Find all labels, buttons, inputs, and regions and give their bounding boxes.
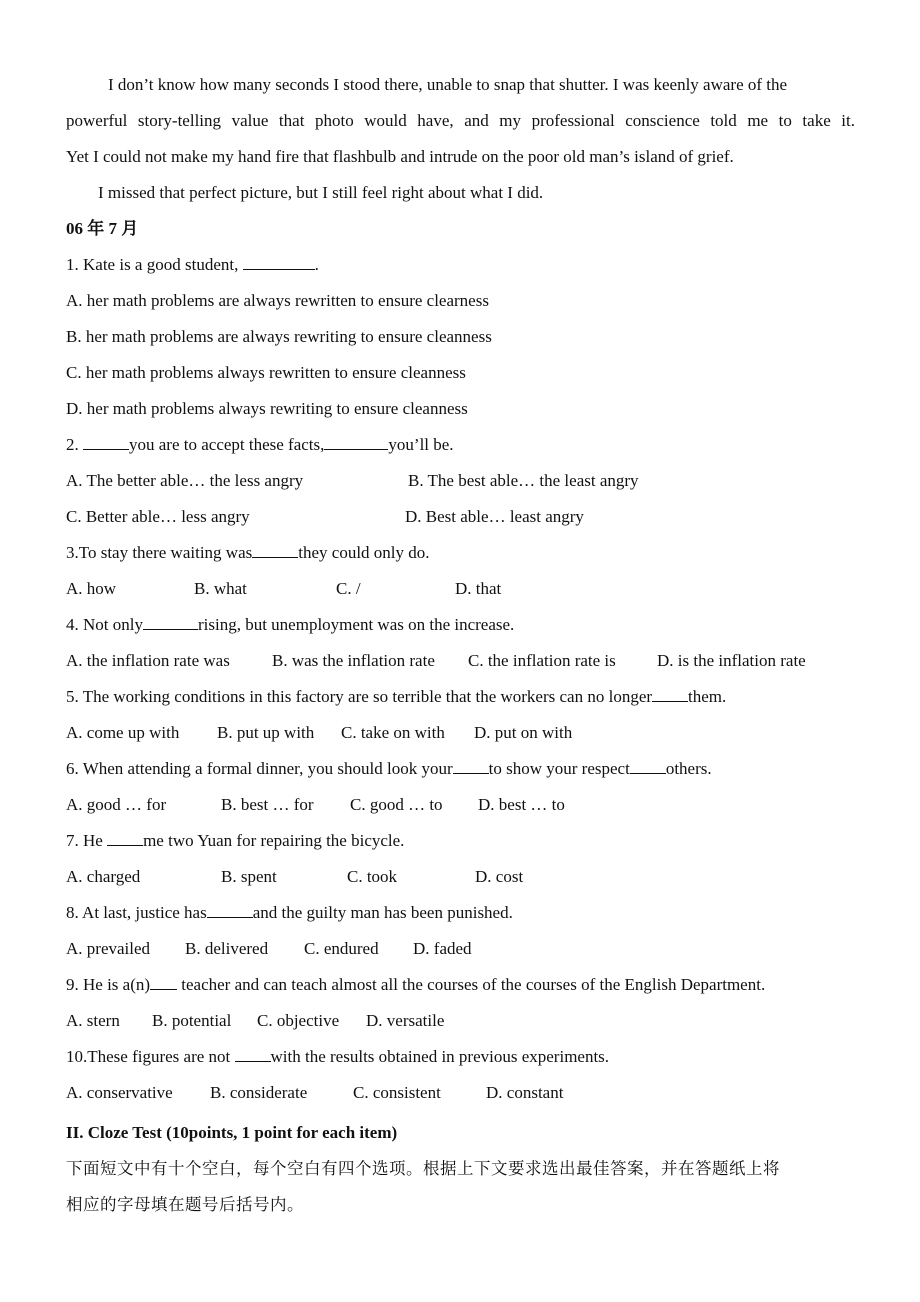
question-1-option-b: B. her math problems are always rewriting to ensure cleanness xyxy=(66,327,492,346)
question-stem-text: teacher and can teach almost all the courses of the courses of the English Department. xyxy=(177,975,766,994)
question-stem-text: you’ll be. xyxy=(388,435,454,454)
question-5-option-c: C. take on with xyxy=(341,723,445,742)
question-5-option-d: D. put on with xyxy=(474,723,573,742)
answer-blank xyxy=(630,758,666,774)
question-stem-text: 4. Not only xyxy=(66,615,143,634)
question-5-option-b: B. put up with xyxy=(217,723,315,742)
question-stem-text: them. xyxy=(688,687,727,706)
question-stem-text: others. xyxy=(665,759,712,778)
question-8-option-c: C. endured xyxy=(304,939,379,958)
question-3-option-d: D. that xyxy=(455,579,502,598)
answer-blank xyxy=(324,434,388,450)
question-9-option-d: D. versatile xyxy=(366,1011,445,1030)
question-2-stem xyxy=(66,434,454,456)
passage-line-1: I don’t know how many seconds I stood there, unable to snap that shutter. I was keenly aware of the xyxy=(108,75,788,94)
question-1-option-a: A. her math problems are always rewritten to ensure clearness xyxy=(66,291,489,310)
question-3-option-b: B. what xyxy=(194,579,247,598)
question-4-option-c: C. the inflation rate is xyxy=(468,651,616,670)
question-stem-text: 3.To stay there waiting was xyxy=(66,543,253,562)
question-stem-text: you are to accept these facts, xyxy=(129,435,325,454)
question-4-option-d: D. is the inflation rate xyxy=(657,651,806,670)
question-3-stem xyxy=(66,542,430,564)
answer-blank xyxy=(453,758,489,774)
question-6-option-c: C. good … to xyxy=(350,795,443,814)
question-6-option-b: B. best … for xyxy=(221,795,314,814)
answer-blank xyxy=(83,434,129,450)
question-8-option-a: A. prevailed xyxy=(66,939,151,958)
question-stem-text: 2. xyxy=(66,435,83,454)
passage-line-2: powerful story-telling value that photo would have, and my professional conscience told me to take it. xyxy=(66,111,855,130)
section-2-instruction-line-1: 下面短文中有十个空白，每个空白有四个选项。根据上下文要求选出最佳答案，并在答题纸上将 xyxy=(66,1159,780,1178)
question-3-option-a: A. how xyxy=(66,579,117,598)
question-7-stem xyxy=(66,830,404,852)
question-10-option-a: A. conservative xyxy=(66,1083,173,1102)
question-2-option-c: C. Better able… less angry xyxy=(66,507,250,526)
question-stem-text: me two Yuan for repairing the bicycle. xyxy=(143,831,405,850)
question-10-option-b: B. considerate xyxy=(210,1083,308,1102)
question-3-option-c: C. / xyxy=(336,579,361,598)
question-6-option-d: D. best … to xyxy=(478,795,565,814)
question-10-option-c: C. consistent xyxy=(353,1083,441,1102)
question-9-option-b: B. potential xyxy=(152,1011,232,1030)
question-stem-text: 8. At last, justice has xyxy=(66,903,207,922)
question-stem-text: 10.These figures are not xyxy=(66,1047,235,1066)
question-10-option-d: D. constant xyxy=(486,1083,564,1102)
question-stem-text: they could only do. xyxy=(298,543,430,562)
question-4-option-b: B. was the inflation rate xyxy=(272,651,435,670)
answer-blank xyxy=(243,254,315,270)
question-6-option-a: A. good … for xyxy=(66,795,167,814)
question-4-stem xyxy=(66,614,514,636)
answer-blank xyxy=(652,686,688,702)
question-stem-text: and the guilty man has been punished. xyxy=(252,903,513,922)
question-7-option-b: B. spent xyxy=(221,867,277,886)
answer-blank xyxy=(107,830,143,846)
question-7-option-c: C. took xyxy=(347,867,398,886)
answer-blank xyxy=(207,902,253,918)
question-8-option-d: D. faded xyxy=(413,939,472,958)
question-1-option-d: D. her math problems always rewriting to ensure cleanness xyxy=(66,399,468,418)
question-stem-text: 7. He xyxy=(66,831,108,850)
question-7-option-a: A. charged xyxy=(66,867,141,886)
section-2-heading: II. Cloze Test (10points, 1 point for each item) xyxy=(66,1123,398,1142)
question-7-option-d: D. cost xyxy=(475,867,524,886)
question-2-option-d: D. Best able… least angry xyxy=(405,507,584,526)
question-10-stem xyxy=(66,1046,609,1068)
answer-blank xyxy=(150,974,177,990)
question-stem-text: 9. He is a(n) xyxy=(66,975,151,994)
question-stem-text: rising, but unemployment was on the increase. xyxy=(197,615,515,634)
question-8-option-b: B. delivered xyxy=(185,939,269,958)
question-9-option-c: C. objective xyxy=(257,1011,340,1030)
section-date-heading: 06 年 7 月 xyxy=(66,219,139,238)
question-6-stem xyxy=(66,758,712,780)
question-1-stem xyxy=(66,254,319,276)
question-2-option-b: B. The best able… the least angry xyxy=(408,471,639,490)
question-stem-text: 6. When attending a formal dinner, you should look your xyxy=(66,759,453,778)
question-9-option-a: A. stern xyxy=(66,1011,120,1030)
question-5-option-a: A. come up with xyxy=(66,723,180,742)
passage-line-3: Yet I could not make my hand fire that flashbulb and intrude on the poor old man’s island of grief. xyxy=(66,147,734,166)
question-1-option-c: C. her math problems always rewritten to ensure cleanness xyxy=(66,363,466,382)
answer-blank xyxy=(252,542,298,558)
section-2-instruction-line-2: 相应的字母填在题号后括号内。 xyxy=(66,1195,304,1214)
question-stem-text: 5. The working conditions in this factory are so terrible that the workers can no longer xyxy=(66,687,653,706)
question-stem-text: to show your respect xyxy=(488,759,630,778)
question-stem-text: with the results obtained in previous experiments. xyxy=(270,1047,610,1066)
question-9-stem xyxy=(66,974,765,996)
answer-blank xyxy=(143,614,198,630)
question-4-option-a: A. the inflation rate was xyxy=(66,651,230,670)
question-stem-text: 1. Kate is a good student, xyxy=(66,255,243,274)
question-8-stem xyxy=(66,902,513,924)
question-5-stem xyxy=(66,686,726,708)
passage-paragraph-2: I missed that perfect picture, but I still feel right about what I did. xyxy=(98,183,544,202)
answer-blank xyxy=(235,1046,271,1062)
question-2-option-a: A. The better able… the less angry xyxy=(66,471,304,490)
question-stem-text: . xyxy=(314,255,319,274)
